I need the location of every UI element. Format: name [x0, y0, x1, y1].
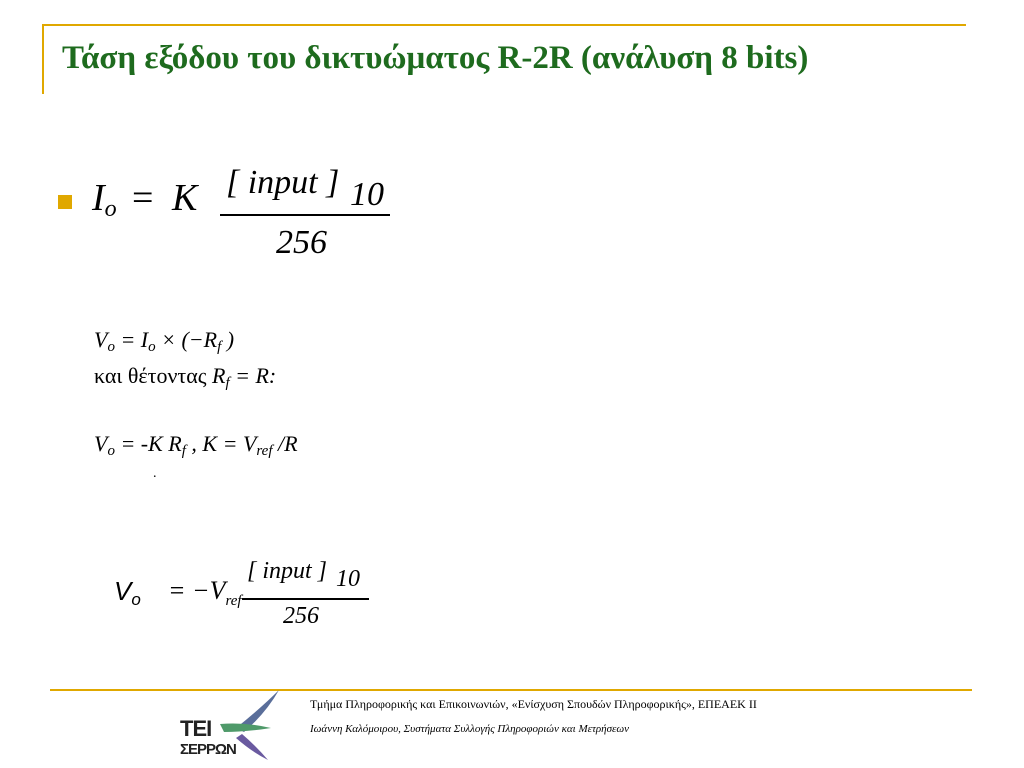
slide-title: Τάση εξόδου του δικτυώματος R-2R (ανάλυση 8 bits) — [62, 40, 809, 76]
formula1-fraction-bar — [220, 214, 390, 216]
text-setting-rf: και θέτοντας $R_f = R$: — [94, 363, 277, 391]
formula1-lhs: $I_o$ — [92, 177, 117, 222]
logo-text-top: ΤΕΙ — [180, 716, 212, 741]
formula1-numerator-input: [ input ] — [226, 164, 340, 201]
footer-department: Τμήμα Πληροφορικής και Επικοινωνιών, «Ενίσχυση Σπουδών Πληροφορικής», ΕΠΕΑΕΚ ΙΙ — [310, 697, 757, 711]
stray-dot: . — [153, 466, 157, 481]
formula1-numerator-base: 10 — [350, 176, 384, 213]
formula2-numerator-base: 10 — [336, 566, 360, 592]
formula2-denominator: 256 — [283, 603, 319, 629]
formula2-vref: = $-V_{ref}$ — [168, 576, 242, 609]
title-left-border — [42, 24, 44, 94]
formula2-numerator-input: [ input ] — [247, 558, 328, 584]
logo-text-bottom: ΣΕΡΡΩΝ — [180, 741, 236, 758]
formula2-lhs: $V_o$ — [114, 576, 141, 609]
bullet-marker — [58, 195, 72, 209]
equation-vo-k: $V_o = -K$ $R_f$ , $K = V_{ref}$ /R — [94, 431, 298, 459]
formula1-k: K — [172, 177, 198, 219]
formula1-denominator: 256 — [276, 224, 327, 261]
formula1-equals: = — [132, 177, 154, 219]
equation-vo-io: $V_o = I_o \times (-R_f$ ) — [94, 327, 235, 355]
title-top-border — [42, 24, 966, 26]
footer-author-course: Ιωάννη Καλόμοιρου, Συστήματα Συλλογής Πληροφοριών και Μετρήσεων — [310, 723, 630, 735]
formula2-fraction-bar — [242, 598, 369, 600]
